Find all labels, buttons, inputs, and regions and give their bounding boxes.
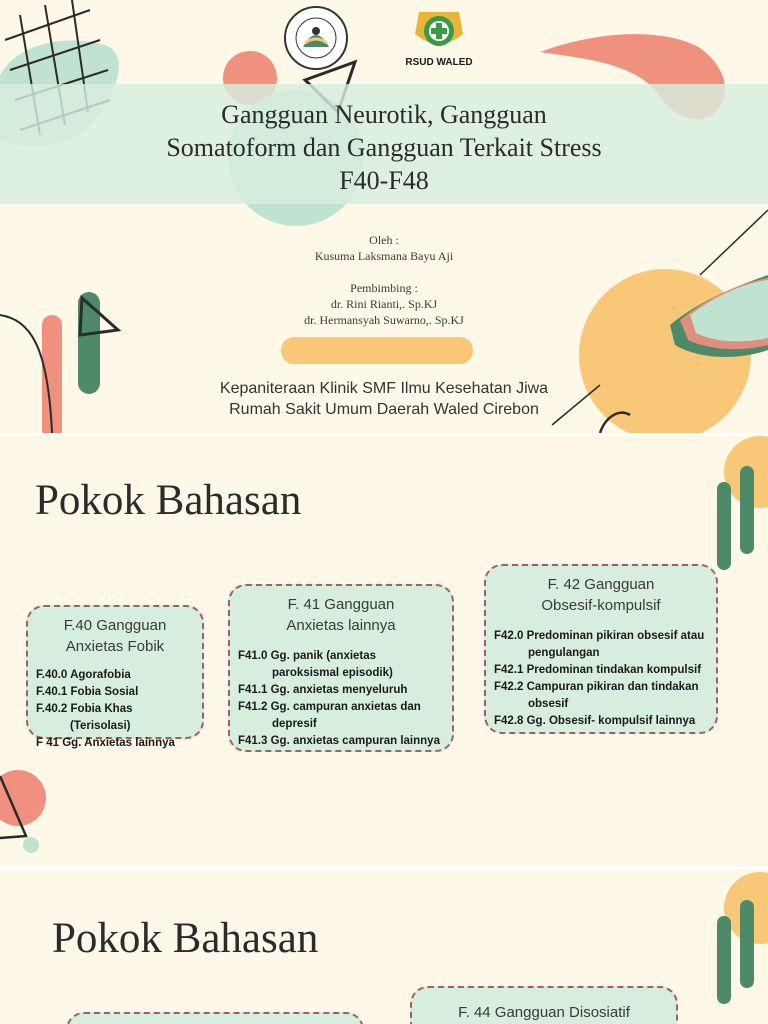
list-item: F.40.2 Fobia Khas (Terisolasi): [36, 703, 133, 732]
title-line-2: Somatoform dan Gangguan Terkait Stress: [166, 133, 602, 162]
slide-heading: Pokok Bahasan: [35, 477, 302, 524]
list-item: F41.2 Gg. campuran anxietas dan depresif: [238, 701, 421, 730]
institution: [0, 378, 768, 420]
card-title: F.40 Gangguan Anxietas Fobik: [63, 617, 167, 655]
card-title: F. 41 Gangguan Anxietas lainnya: [286, 596, 396, 634]
topics-slide-2: [0, 870, 768, 1024]
card-title: F. 42 Gangguan Obsesif-kompulsif: [541, 576, 661, 614]
decorative-shapes: [0, 0, 768, 433]
list-item: F41.0 Gg. panik (anxietas paroksismal episodik): [238, 650, 393, 679]
list-item: F42.2 Campuran pikiran dan tindakan obsesif: [494, 681, 699, 710]
card-items: [28, 667, 202, 752]
list-item: F.40.0 Agorafobia: [36, 669, 131, 681]
card-items: [486, 628, 716, 730]
topics-slide: [0, 436, 768, 866]
slide-heading: Pokok Bahasan: [52, 915, 319, 962]
slide-title: [0, 98, 768, 197]
topic-card-f40: [26, 605, 204, 749]
rsud-waled-logo: [399, 4, 479, 68]
list-item: F 41 Gg. Anxietas lainnya: [36, 737, 175, 749]
list-item: F42.0 Predominan pikiran obsesif atau pengulangan: [494, 630, 705, 659]
credits: [0, 232, 768, 328]
list-item: F42.8 Gg. Obsesif- kompulsif lainnya: [494, 715, 696, 727]
title-line-3: F40-F48: [339, 166, 429, 195]
title-slide: [0, 0, 768, 433]
institution-line-2: Rumah Sakit Umum Daerah Waled Cirebon: [229, 401, 539, 418]
rsud-waled-text: RSUD WALED: [405, 57, 473, 68]
topic-card-partial: [66, 1012, 364, 1024]
topic-card-f42: [484, 564, 718, 734]
institution-line-1: Kepaniteraan Klinik SMF Ilmu Kesehatan Jiwa: [219, 380, 549, 397]
pembimbing-label: Pembimbing :: [350, 281, 418, 295]
topic-card-f44: [410, 986, 678, 1024]
title-line-1: Gangguan Neurotik, Gangguan: [221, 100, 547, 129]
list-item: F41.3 Gg. anxietas campuran lainnya: [238, 735, 440, 747]
topic-card-f41: [228, 584, 454, 752]
list-item: F42.1 Predominan tindakan kompulsif: [494, 664, 702, 676]
card-items: [230, 648, 452, 750]
list-item: F.40.1 Fobia Sosial: [36, 686, 139, 698]
universitas-logo: [283, 5, 349, 76]
oleh-label: Oleh :: [369, 233, 399, 247]
supervisor-2: dr. Hermansyah Suwarno,. Sp.KJ: [304, 313, 464, 327]
author-name: Kusuma Laksmana Bayu Aji: [314, 249, 454, 263]
card-title: F. 44 Gangguan Disosiatif: [458, 1004, 630, 1021]
supervisor-1: dr. Rini Rianti,. Sp.KJ: [330, 297, 438, 311]
list-item: F41.1 Gg. anxietas menyeluruh: [238, 684, 408, 696]
